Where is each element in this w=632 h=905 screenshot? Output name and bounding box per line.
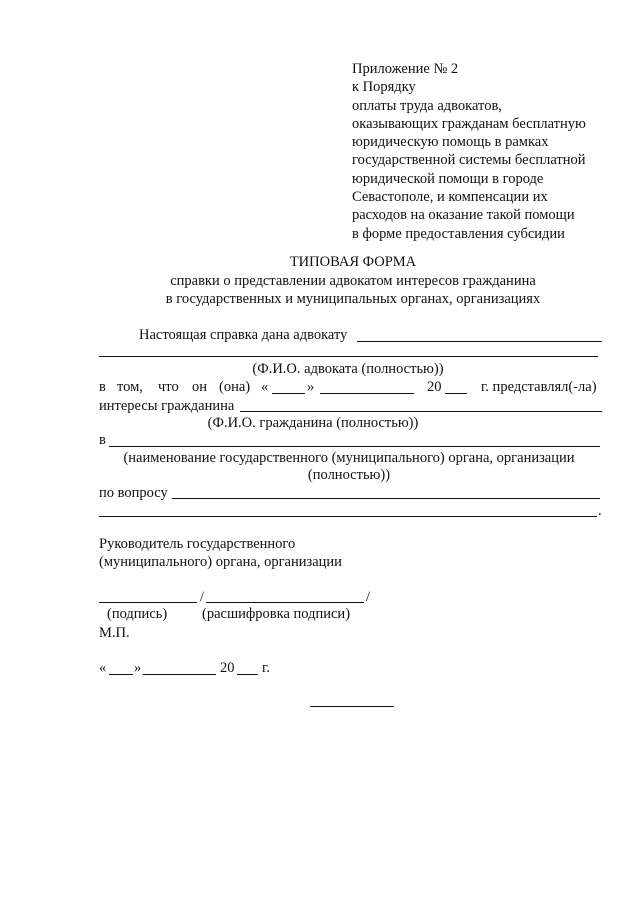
question-label: по вопросу: [99, 485, 168, 501]
signature-caption: (подпись): [107, 606, 168, 622]
appendix-line: оплаты труда адвокатов,: [352, 97, 502, 114]
interests-label: интересы гражданина: [99, 398, 235, 414]
bottom-year-field[interactable]: [237, 674, 258, 675]
org-caption-1: (наименование государственного (муниципального) органа, организации: [123, 450, 575, 466]
appendix-line: юридическую помощь в рамках: [352, 134, 549, 151]
day-quote-open: «: [261, 379, 269, 395]
appendix-line: к Порядку: [352, 79, 416, 96]
form-subtitle-2: в государственных и муниципальных органах, организациях: [165, 291, 541, 307]
bottom-day-quote-close: »: [134, 660, 142, 676]
appendix-line: Приложение № 2: [352, 61, 459, 77]
signature-decoding-field[interactable]: [206, 602, 364, 603]
appendix-line: Севастополе, и компенсации их: [352, 189, 548, 206]
form-subtitle-1: справки о представлении адвокатом интересов гражданина: [170, 273, 536, 289]
org-caption-2: (полностью)): [307, 467, 391, 483]
signature-slash-right: /: [366, 589, 371, 605]
day-quote-close: »: [307, 379, 315, 395]
date-row-word: он: [192, 379, 208, 395]
decoding-caption: (расшифровка подписи): [202, 606, 351, 622]
represented-text: г. представлял(-ла): [481, 379, 597, 395]
date-row-word: в: [99, 379, 106, 395]
date-row-word: (она): [219, 379, 251, 395]
signature-field[interactable]: [99, 602, 197, 603]
month-field[interactable]: [320, 393, 414, 394]
citizen-caption: (Ф.И.О. гражданина (полностью)): [207, 415, 419, 431]
year-field[interactable]: [445, 393, 467, 394]
appendix-line: расходов на оказание такой помощи: [352, 207, 575, 224]
lawyer-name-field[interactable]: [357, 341, 602, 342]
year-prefix: 20: [427, 379, 442, 395]
bottom-month-field[interactable]: [143, 674, 216, 675]
lawyer-caption: (Ф.И.О. адвоката (полностью)): [252, 361, 444, 377]
appendix-line: юридической помощи в городе: [352, 170, 544, 187]
day-field[interactable]: [272, 393, 305, 394]
question-field-continued[interactable]: [99, 516, 597, 517]
appendix-block: [352, 60, 586, 243]
question-field[interactable]: [172, 498, 600, 499]
bottom-day-quote-open: «: [99, 660, 107, 676]
bottom-year-prefix: 20: [220, 660, 235, 676]
bottom-day-field[interactable]: [109, 674, 133, 675]
intro-text: Настоящая справка дана адвокату: [139, 327, 348, 343]
appendix-line: оказывающих гражданам бесплатную: [352, 115, 586, 132]
citizen-name-field[interactable]: [240, 411, 602, 412]
closing-rule: [310, 706, 394, 707]
head-title-1: Руководитель государственного: [99, 536, 296, 552]
bottom-year-suffix: г.: [262, 660, 270, 676]
organization-field[interactable]: [109, 446, 600, 447]
stamp-label: М.П.: [99, 625, 130, 641]
org-prefix: в: [99, 432, 106, 448]
appendix-line: государственной системы бесплатной: [352, 152, 586, 169]
question-period: .: [598, 503, 602, 519]
signature-slash-left: /: [200, 589, 205, 605]
head-title-2: (муниципального) органа, организации: [99, 554, 342, 570]
lawyer-name-field-continued[interactable]: [99, 356, 598, 357]
form-title: ТИПОВАЯ ФОРМА: [289, 254, 417, 270]
appendix-line: в форме предоставления субсидии: [352, 225, 565, 242]
date-row-word: что: [158, 379, 179, 395]
date-row-word: том,: [117, 379, 143, 395]
